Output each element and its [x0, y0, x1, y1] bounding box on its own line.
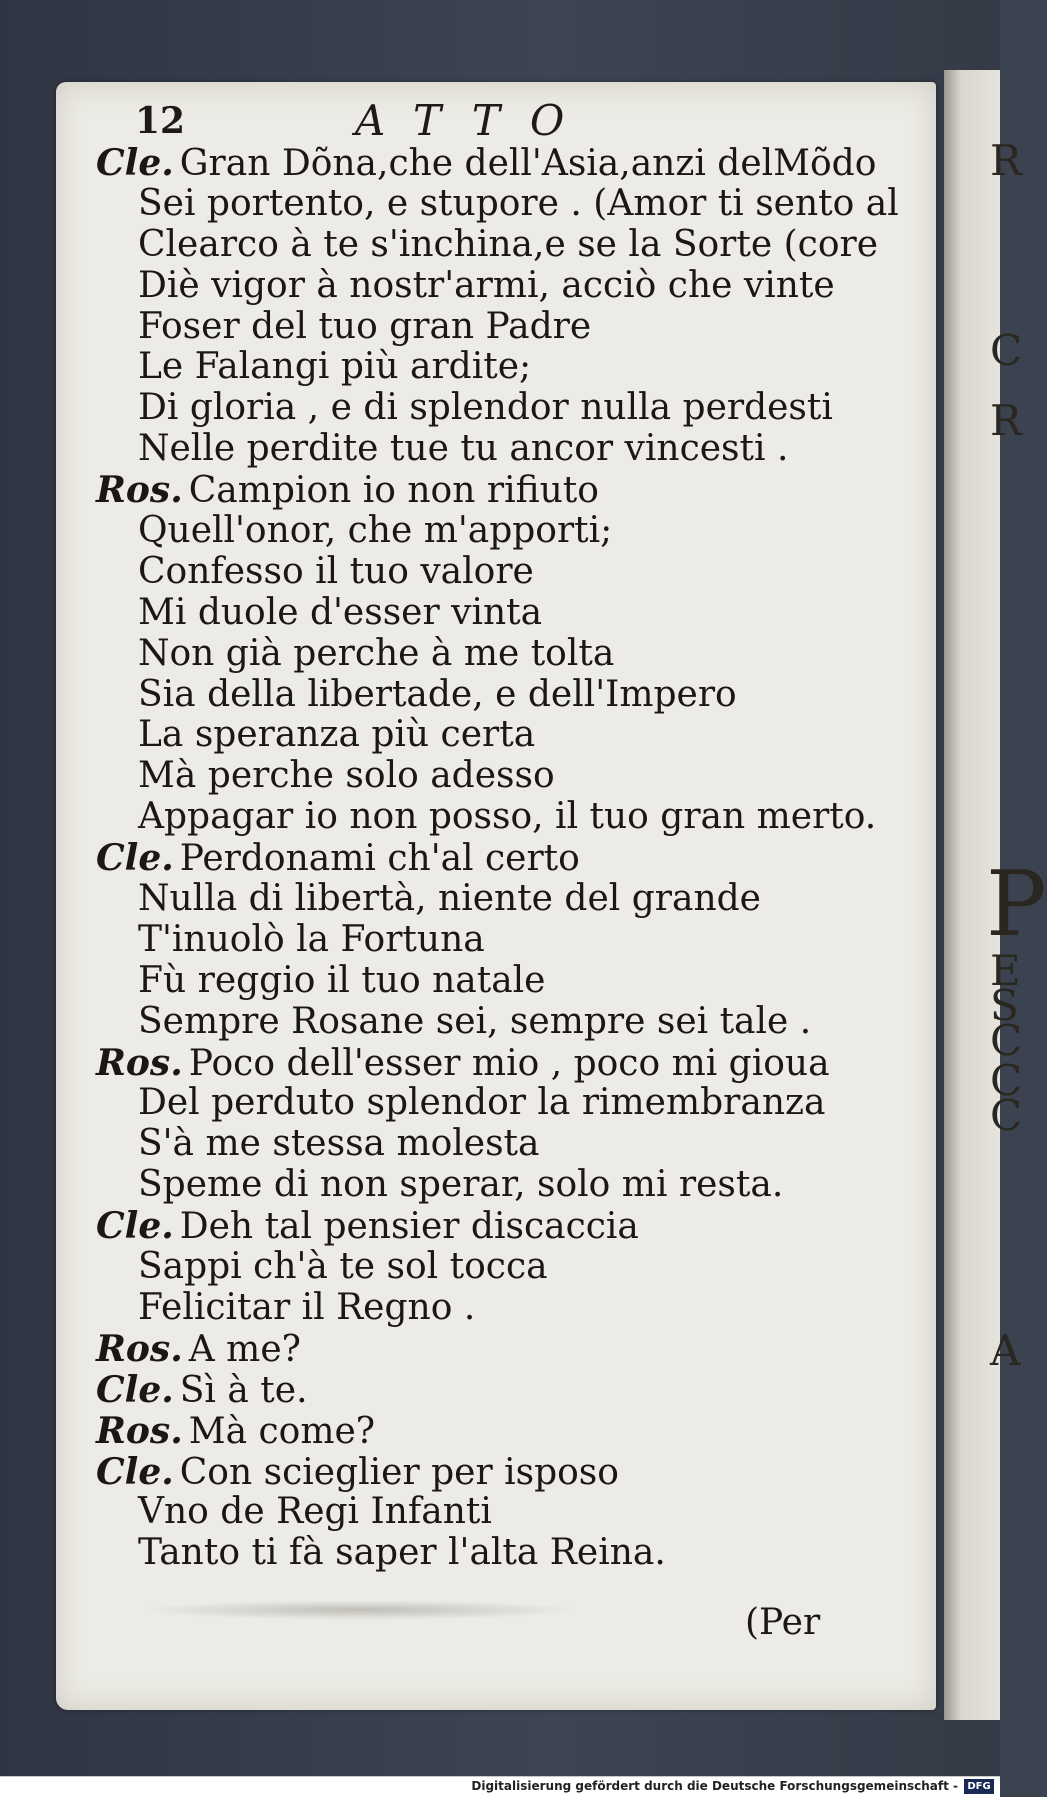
verse-line — [96, 634, 876, 675]
verse-text — [96, 142, 899, 1574]
verse-line — [96, 797, 876, 838]
verse-line — [96, 143, 876, 184]
verse-line — [96, 1043, 876, 1084]
line-text: Le Falangi più ardite; — [138, 346, 532, 388]
facing-page-fragment: A — [990, 1326, 1021, 1375]
verse-line — [96, 1247, 876, 1288]
verse-line — [96, 756, 876, 797]
facing-page-fragment: S — [990, 981, 1019, 1030]
line-text: Mi duole d'esser vinta — [138, 591, 543, 633]
verse-line — [96, 1411, 876, 1452]
verse-line — [96, 879, 876, 920]
speaker-label: Cle. — [96, 837, 174, 880]
verse-line — [96, 552, 876, 593]
facing-page-fragment: C — [990, 326, 1023, 375]
line-text: Mà come? — [188, 1410, 376, 1452]
line-text: Di gloria , e di splendor nulla perdesti — [138, 387, 833, 429]
speaker-label: Ros. — [96, 469, 183, 512]
verse-line — [96, 838, 876, 879]
verse-line — [96, 182, 899, 225]
line-text: Fù reggio il tuo natale — [138, 959, 546, 1001]
facing-page-fragment: P — [986, 852, 1047, 957]
line-text: Deh tal pensier discaccia — [179, 1206, 639, 1248]
verse-line — [96, 1492, 876, 1533]
line-text: Mà perche solo adesso — [138, 755, 555, 797]
verse-line — [96, 675, 876, 716]
verse-line — [96, 1452, 876, 1493]
ink-smudge — [140, 1600, 580, 1620]
line-text: A me? — [188, 1328, 301, 1370]
line-text: T'inuolò la Fortuna — [138, 918, 485, 960]
line-text: Campion io non rifiuto — [188, 470, 599, 512]
line-text: La speranza più certa — [138, 714, 536, 756]
verse-line — [96, 429, 876, 470]
running-title: ATTO — [355, 96, 595, 145]
line-text: Nelle perdite tue tu ancor vincesti . — [138, 428, 789, 470]
line-text: Diè vigor à nostr'armi, acciò che vinte — [138, 264, 835, 306]
line-text: Tanto ti fà saper l'alta Reina. — [138, 1532, 666, 1574]
line-text: Sia della libertade, e dell'Impero — [138, 673, 737, 715]
verse-line — [96, 511, 876, 552]
line-text: Non già perche à me tolta — [138, 632, 615, 674]
facing-page-fragment: C — [990, 1091, 1023, 1140]
verse-line — [96, 1288, 876, 1329]
catchword: (Per — [745, 1602, 821, 1643]
verse-line — [96, 593, 876, 634]
digitization-footer — [0, 1776, 1000, 1797]
facing-page-fragment: E — [990, 946, 1021, 995]
verse-line — [96, 388, 876, 429]
line-text: Foser del tuo gran Padre — [138, 305, 592, 347]
verse-line — [96, 1083, 876, 1124]
speaker-label: Ros. — [96, 1409, 183, 1452]
facing-page-fragment: C — [990, 1056, 1023, 1105]
facing-page-edge — [944, 70, 1047, 1720]
line-text: Sì à te. — [179, 1369, 308, 1411]
line-text: Sempre Rosane sei, sempre sei tale . — [138, 1000, 812, 1042]
verse-line — [96, 1124, 876, 1165]
verse-line — [96, 920, 876, 961]
verse-line — [96, 961, 876, 1002]
page-header — [135, 96, 855, 144]
verse-line — [96, 307, 876, 348]
verse-line — [96, 1370, 876, 1411]
line-text: Gran Dõna,che dell'Asia,anzi delMõdo — [179, 143, 877, 184]
line-text: Vno de Regi Infanti — [138, 1491, 492, 1533]
funding-credit: Digitalisierung gefördert durch die Deutsche Forschungsgemeinschaft - — [471, 1779, 958, 1793]
verse-line — [96, 347, 876, 388]
verse-line — [96, 1206, 876, 1247]
speaker-label: Cle. — [96, 1450, 174, 1493]
line-text: Del perduto splendor la rimembranza — [138, 1082, 826, 1124]
verse-line — [96, 266, 876, 307]
line-text: Confesso il tuo valore — [138, 550, 534, 592]
line-text: Quell'onor, che m'apporti; — [138, 510, 613, 552]
verse-line — [96, 715, 876, 756]
line-text: Clearco à te s'inchina,e se la Sorte (core — [138, 223, 879, 265]
speaker-label: Cle. — [96, 1368, 174, 1411]
line-text: Perdonami ch'al certo — [179, 838, 580, 880]
facing-page-fragment: R — [990, 136, 1022, 185]
dfg-logo: DFG — [964, 1779, 994, 1794]
speaker-label: Ros. — [96, 1327, 183, 1370]
verse-line — [96, 470, 876, 511]
line-text: Sappi ch'à te sol tocca — [138, 1246, 548, 1288]
speaker-label: Cle. — [96, 142, 174, 184]
speaker-label: Cle. — [96, 1205, 174, 1248]
verse-line — [96, 1002, 876, 1043]
verse-line — [96, 1533, 876, 1574]
verse-line — [96, 1329, 876, 1370]
line-text: Sei portento, e stupore . (Amor ti sento al — [138, 182, 899, 224]
line-text: Poco dell'esser mio , poco mi gioua — [188, 1042, 830, 1084]
speaker-label: Ros. — [96, 1041, 183, 1084]
line-text: Appagar io non posso, il tuo gran merto. — [138, 796, 877, 838]
line-text: Felicitar il Regno . — [138, 1286, 476, 1328]
line-text: Speme di non sperar, solo mi resta. — [138, 1164, 784, 1206]
line-text: S'à me stessa molesta — [138, 1123, 540, 1165]
line-text: Con scieglier per isposo — [179, 1451, 619, 1493]
page-number: 12 — [135, 100, 186, 142]
verse-line — [96, 223, 879, 266]
facing-page-fragment: C — [990, 1016, 1023, 1065]
facing-page-fragment: R — [990, 396, 1022, 445]
verse-line — [96, 1165, 876, 1206]
line-text: Nulla di libertà, niente del grande — [138, 878, 761, 920]
